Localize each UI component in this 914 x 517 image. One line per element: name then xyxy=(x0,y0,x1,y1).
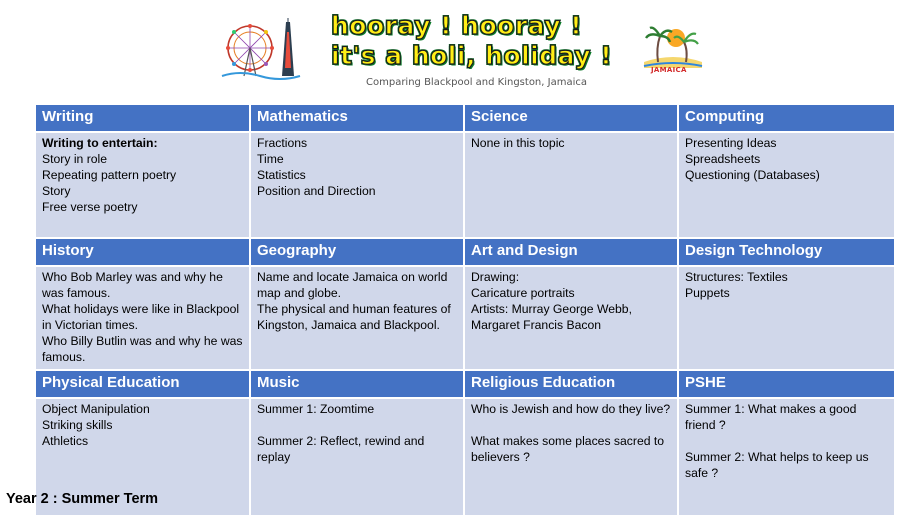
subject-content-cell xyxy=(678,398,895,516)
ferris-wheel-tower-logo xyxy=(220,18,302,80)
subject-content-cell xyxy=(35,266,250,370)
cell-line: Puppets xyxy=(685,286,730,300)
subject-header: History xyxy=(35,238,250,266)
subject-content-cell xyxy=(464,132,678,238)
cell-line: Athletics xyxy=(42,434,89,448)
cell-line: Fractions xyxy=(257,136,308,150)
cell-line: Statistics xyxy=(257,168,306,182)
subject-header: Mathematics xyxy=(250,104,464,132)
cell-line: Story xyxy=(42,184,71,198)
subject-header: Science xyxy=(464,104,678,132)
subject-content-cell xyxy=(464,266,678,370)
cell-line: Summer 2: What helps to keep us safe ? xyxy=(685,450,869,480)
cell-line: Questioning (Databases) xyxy=(685,168,820,182)
subject-content-cell xyxy=(250,132,464,238)
subject-header: Design Technology xyxy=(678,238,895,266)
cell-line: Summer 1: What makes a good friend ? xyxy=(685,402,857,432)
subject-content-cell xyxy=(678,132,895,238)
cell-line: Repeating pattern poetry xyxy=(42,168,177,182)
cell-line: Caricature portraits xyxy=(471,286,575,300)
cell-line: Who Bob Marley was and why he was famous. xyxy=(42,270,223,300)
cell-line: Name and locate Jamaica on world map and globe. xyxy=(257,270,448,300)
cell-line: Spreadsheets xyxy=(685,152,761,166)
page-header xyxy=(0,0,914,100)
subject-content-row xyxy=(35,132,895,238)
cell-line: Who Billy Butlin was and why he was famous. xyxy=(42,334,243,364)
cell-line: Presenting Ideas xyxy=(685,136,777,150)
subject-header-row xyxy=(35,238,895,266)
cell-heading: Writing to entertain: xyxy=(42,136,158,150)
cell-line: Striking skills xyxy=(42,418,113,432)
subject-content-cell xyxy=(464,398,678,516)
subject-content-cell xyxy=(250,398,464,516)
curriculum-table xyxy=(34,103,896,517)
subject-header-row xyxy=(35,370,895,398)
term-label: Year 2 : Summer Term xyxy=(6,491,159,507)
subject-header: Physical Education xyxy=(35,370,250,398)
subject-content-cell xyxy=(35,132,250,238)
cell-line: Artists: Murray George Webb, Margaret Francis Bacon xyxy=(471,302,632,332)
subject-header: PSHE xyxy=(678,370,895,398)
cell-line: The physical and human features of Kingston, Jamaica and Blackpool. xyxy=(257,302,451,332)
title-line-1: hooray ! hooray ! xyxy=(331,11,583,40)
subject-header: Computing xyxy=(678,104,895,132)
cell-line: Summer 2: Reflect, rewind and replay xyxy=(257,434,425,464)
cell-line: Position and Direction xyxy=(257,184,376,198)
subject-header: Music xyxy=(250,370,464,398)
line-gap xyxy=(685,433,888,449)
cell-line: What holidays were like in Blackpool in Victorian times. xyxy=(42,302,240,332)
subject-header-row xyxy=(35,104,895,132)
cell-line: Time xyxy=(257,152,284,166)
subject-content-cell xyxy=(250,266,464,370)
cell-line: Who is Jewish and how do they live? xyxy=(471,402,671,416)
subject-header: Art and Design xyxy=(464,238,678,266)
cell-line: Drawing: xyxy=(471,270,520,284)
cell-line: Object Manipulation xyxy=(42,402,150,416)
subtitle: Comparing Blackpool and Kingston, Jamaica xyxy=(366,77,587,88)
subject-header: Religious Education xyxy=(464,370,678,398)
cell-line: Structures: Textiles xyxy=(685,270,788,284)
line-gap xyxy=(471,417,671,433)
subject-header: Writing xyxy=(35,104,250,132)
jamaica-label: JAMAICA xyxy=(651,66,687,74)
subject-header: Geography xyxy=(250,238,464,266)
cell-line: Story in role xyxy=(42,152,108,166)
line-gap xyxy=(257,417,457,433)
subject-content-row xyxy=(35,398,895,516)
cell-line: None in this topic xyxy=(471,136,565,150)
cell-line: Free verse poetry xyxy=(42,200,138,214)
subject-content-row xyxy=(35,266,895,370)
title-line-2: it's a holi, holiday ! xyxy=(331,41,613,70)
subject-content-cell xyxy=(678,266,895,370)
cell-line: What makes some places sacred to believers ? xyxy=(471,434,665,464)
cell-line: Summer 1: Zoomtime xyxy=(257,402,375,416)
